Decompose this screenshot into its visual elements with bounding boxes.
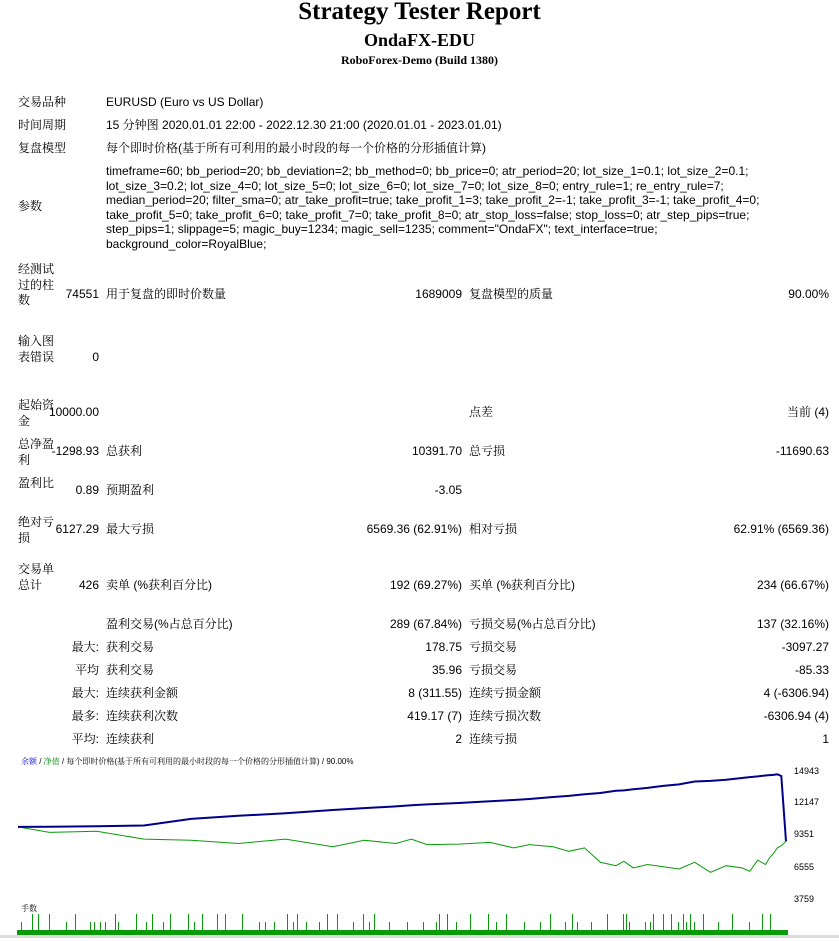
lots-bar [732, 914, 733, 930]
y-tick-label: 9351 [794, 829, 815, 839]
lots-bar [550, 914, 551, 930]
lots-bar [650, 922, 651, 930]
caption-balance: 余额 [21, 757, 37, 766]
maxconsp-win-value: 419.17 (7) [407, 709, 462, 723]
server-name: RoboForex-Demo (Build 1380) [340, 53, 499, 67]
lots-bar [363, 914, 364, 930]
balance-line [18, 774, 786, 841]
lots-bar [374, 914, 375, 930]
lots-bar [653, 914, 654, 930]
lots-bar [152, 914, 153, 930]
maxcons-win-label: 连续获利金额 [106, 686, 179, 700]
lots-caption: 手数 [21, 904, 37, 913]
lots-bar [447, 914, 448, 930]
lots-bar [423, 922, 424, 930]
lots-bar [225, 914, 226, 930]
lots-bar [524, 922, 525, 930]
maxdd-label: 最大亏损 [106, 522, 155, 536]
spread-value: 当前 (4) [786, 405, 829, 419]
average-prefix: 平均 [74, 663, 99, 677]
grossloss-label: 总亏损 [469, 444, 506, 458]
period-value: 15 分钟图 2020.01.01 22:00 - 2022.12.30 21:00 (2020.01.01 - 2023.01.01) [106, 118, 502, 132]
bars-value: 74551 [65, 287, 99, 301]
largest-prefix: 最大: [71, 640, 99, 654]
lots-bar [703, 914, 704, 930]
lots-bar [407, 922, 408, 930]
lots-bar [194, 922, 195, 930]
lots-bar [718, 922, 719, 930]
quality-value: 90.00% [788, 287, 829, 301]
lots-bar [439, 914, 440, 930]
lots-bar [353, 922, 354, 930]
lots-bar [694, 922, 695, 930]
pf-value: 0.89 [75, 483, 99, 497]
lots-bar [690, 914, 691, 930]
ticks-label: 用于复盘的即时价数量 [106, 287, 227, 301]
lots-bar [337, 914, 338, 930]
average-loss-label: 亏损交易 [469, 663, 518, 677]
lots-bar [105, 922, 106, 930]
lots-bar [21, 922, 22, 930]
balance-chart-svg [17, 756, 788, 897]
lots-bar [369, 922, 370, 930]
profit-trades-value: 289 (67.84%) [389, 617, 462, 631]
lots-bar [686, 922, 687, 930]
maxcons-loss-value: 4 (-6306.94) [763, 686, 829, 700]
errors-value: 0 [92, 350, 99, 364]
lots-bar [327, 914, 328, 930]
maxconsp-win-label: 连续获利次数 [106, 709, 179, 723]
lots-bar [663, 914, 664, 930]
balance-chart [17, 756, 788, 897]
short-label: 卖单 (%获利百分比) [106, 578, 212, 592]
maxcons-win-value: 8 (311.55) [408, 686, 462, 700]
report-title: Strategy Tester Report [298, 0, 541, 25]
long-label: 买单 (%获利百分比) [469, 578, 575, 592]
netprofit-value: -1298.93 [51, 444, 99, 458]
profit-trades-label: 盈利交易(%占总百分比) [106, 617, 233, 631]
lots-bar [38, 914, 39, 930]
absdd-value: 6127.29 [55, 522, 99, 536]
lots-bar [565, 922, 566, 930]
largest-loss-label: 亏损交易 [469, 640, 518, 654]
maxconsp-loss-value: -6306.94 (4) [763, 709, 829, 723]
pf-label: 盈利比 [18, 476, 55, 490]
reldd-label: 相对亏损 [469, 522, 518, 536]
lots-bar [90, 922, 91, 930]
lots-bar [32, 914, 33, 930]
quality-label: 复盘模型的质量 [469, 287, 554, 301]
lots-bar [678, 922, 679, 930]
lots-bar [265, 922, 266, 930]
y-tick-label: 14943 [794, 766, 820, 776]
grossprofit-label: 总获利 [106, 444, 143, 458]
maxcons-loss-label: 连续亏损金额 [469, 686, 542, 700]
lots-bar [202, 914, 203, 930]
lots-chart [17, 902, 788, 938]
account-name: OndaFX-EDU [363, 30, 475, 50]
netprofit-label: 总净盈利 [18, 437, 55, 467]
lots-bar [217, 914, 218, 930]
lots-bar [319, 922, 320, 930]
trades-label: 交易单总计 [18, 562, 55, 592]
lots-bar [496, 922, 497, 930]
lots-bar [287, 914, 288, 930]
lots-chart-svg [17, 902, 788, 938]
absdd-label: 绝对亏损 [18, 515, 55, 545]
lots-bar [456, 922, 457, 930]
average-loss-value: -85.33 [794, 663, 829, 677]
lots-bar [306, 922, 307, 930]
symbol-value: EURUSD (Euro vs US Dollar) [106, 95, 264, 109]
spread-label: 点差 [469, 405, 494, 419]
average-profit-label: 获利交易 [106, 663, 155, 677]
lots-bar [49, 914, 50, 930]
avgcons-prefix: 平均: [71, 732, 99, 746]
model-label: 复盘模型 [18, 141, 67, 155]
lots-bar [671, 914, 672, 930]
lots-bar [66, 922, 67, 930]
lots-bar [242, 914, 243, 930]
long-value: 234 (66.67%) [756, 578, 829, 592]
largest-loss-value: -3097.27 [781, 640, 829, 654]
lots-bar [274, 922, 275, 930]
symbol-label: 交易品种 [18, 95, 67, 109]
caption-rest: / 每个即时价格(基于所有可利用的最小时段的每一个价格的分形插值计算) / 90.00% [59, 757, 354, 766]
errors-label: 输入图表错误 [18, 334, 55, 364]
lots-bar [389, 922, 390, 930]
lots-bar [645, 922, 646, 930]
loss-trades-label: 亏损交易(%占总百分比) [469, 617, 596, 631]
lots-bar [293, 922, 294, 930]
lots-bar [629, 922, 630, 930]
avgcons-loss-value: 1 [822, 732, 829, 746]
lots-bar [506, 914, 507, 930]
maxdd-value: 6569.36 (62.91%) [366, 522, 462, 536]
trades-value: 426 [78, 578, 99, 592]
avgcons-loss-label: 连续亏损 [469, 732, 518, 746]
lots-bar [607, 914, 608, 930]
lots-bar [470, 914, 471, 930]
maxconsp-loss-label: 连续亏损次数 [469, 709, 542, 723]
caption-sep: / [37, 757, 44, 766]
model-value: 每个即时价格(基于所有可利用的最小时段的每一个价格的分形插值计算) [106, 141, 486, 155]
y-tick-label: 3759 [794, 894, 815, 904]
lots-bar [540, 922, 541, 930]
lots-bar [436, 922, 437, 930]
maxconsp-prefix: 最多: [71, 709, 99, 723]
lots-bar [572, 914, 573, 930]
lots-bar [115, 914, 116, 930]
chart-caption [21, 756, 353, 768]
lots-bar [683, 914, 684, 930]
avgcons-win-value: 2 [455, 732, 462, 746]
deposit-label: 起始资金 [18, 398, 55, 428]
largest-profit-label: 获利交易 [106, 640, 155, 654]
lots-bar [770, 914, 771, 930]
grossprofit-value: 10391.70 [411, 444, 462, 458]
params-label: 参数 [18, 199, 43, 213]
lots-bar [762, 914, 763, 930]
ticks-value: 1689009 [415, 287, 462, 301]
short-value: 192 (69.27%) [389, 578, 462, 592]
lots-bar [188, 914, 189, 930]
loss-trades-value: 137 (32.16%) [756, 617, 829, 631]
maxcons-prefix: 最大: [71, 686, 99, 700]
lots-bar [591, 922, 592, 930]
lots-bar [136, 914, 137, 930]
lots-bar [577, 922, 578, 930]
average-profit-value: 35.96 [431, 663, 462, 677]
lots-bar [626, 914, 627, 930]
lots-bar [749, 922, 750, 930]
params-value: timeframe=60; bb_period=20; bb_deviation=2; bb_method=0; bb_price=0; atr_period=20; lot_size_1=0.1; lot_size_2=0.1; lot_size_3=0.2; lot_size_4=0; lot_size_5=0; lot_size_6=0; lot_size_7=0; lot_size_8=0; entry_rule=1; re_entry_rule=7; median_period=20; filter_sma=0; atr_take_profit=true; take_profit_1=3; take_profit_2=-1; take_profit_3=-1; take_profit_4=0; take_profit_5=0; take_profit_6=0; take_profit_7=0; take_profit_8=0; atr_stop_loss=false; stop_loss=0; atr_step_pips=true; step_pips=1; slippage=5; magic_buy=1234; magic_sell=1235; comment="OndaFX"; text_interface=true; background_color=RoyalBlue; [106, 164, 760, 251]
lots-bar [163, 922, 164, 930]
lots-bar [94, 922, 95, 930]
lots-bar [170, 914, 171, 930]
bars-label: 经测试过的柱数 [18, 262, 55, 307]
lots-bar [118, 922, 119, 930]
grossloss-value: -11690.63 [775, 444, 829, 458]
lots-bar [488, 914, 489, 930]
lots-bar [623, 914, 624, 930]
avgcons-win-label: 连续获利 [106, 732, 155, 746]
lots-bar [100, 922, 101, 930]
expected-label: 预期盈利 [106, 483, 155, 497]
period-label: 时间周期 [18, 118, 67, 132]
reldd-value: 62.91% (6569.36) [733, 522, 829, 536]
lots-bar [75, 914, 76, 930]
caption-equity: 净值 [43, 757, 60, 766]
lots-bar [297, 914, 298, 930]
y-tick-label: 12147 [794, 797, 820, 807]
lots-bar [259, 922, 260, 930]
largest-profit-value: 178.75 [425, 640, 462, 654]
equity-line [18, 827, 786, 872]
expected-value: -3.05 [434, 483, 462, 497]
deposit-value: 10000.00 [48, 405, 99, 419]
y-tick-label: 6555 [794, 862, 815, 872]
lots-bar [146, 922, 147, 930]
